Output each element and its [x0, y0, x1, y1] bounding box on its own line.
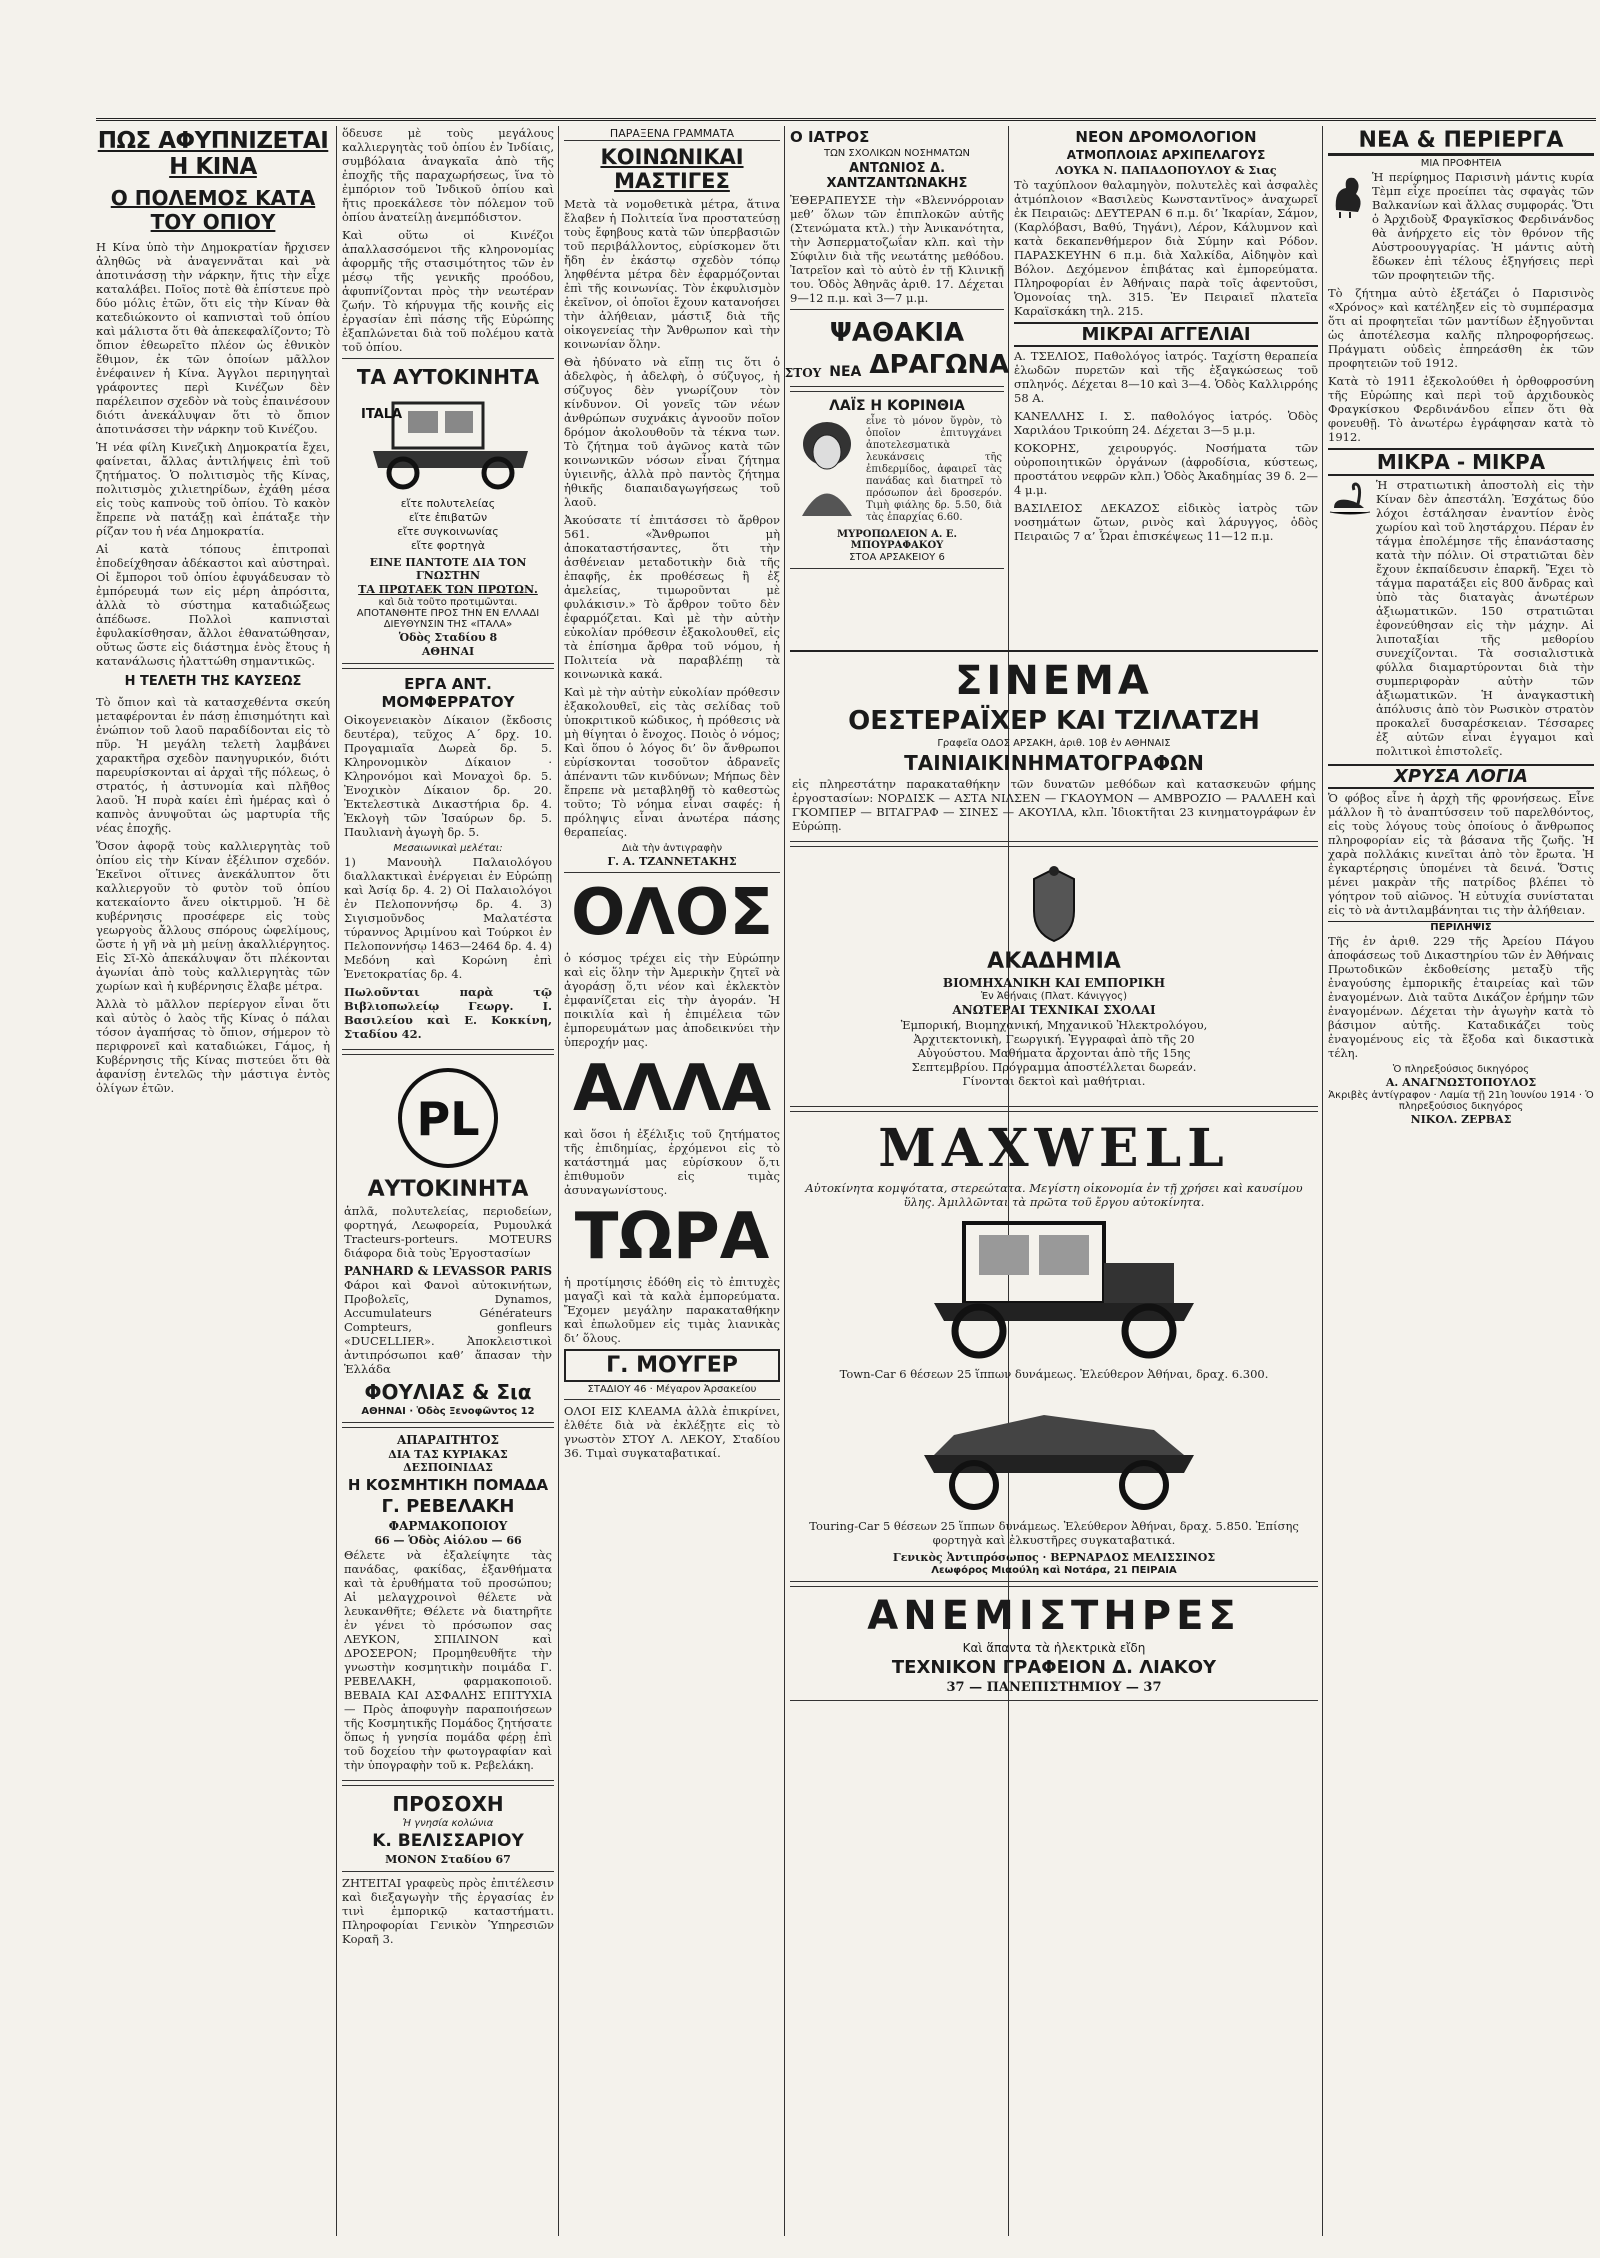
revelakis-ad: [342, 1427, 554, 1781]
ad-brand: PANHARD & LEVASSOR: [344, 1264, 506, 1278]
article-paragraph: Τῆς ἐν ἀριθ. 229 τῆς Ἀρείου Πάγου ἀποφάσεως τοῦ Δικαστηρίου τῶν ἐν Ἀθήναις Πρωτοδικῶν ἐκδοθείσης μεταξὺ τῆς ἐναγούσης ἐμπορικῆς ἑταιρείας καὶ τῶν ἐναγομένων. Διὰ ταῦτα Δικάζον ἐρήμην τῶν ἐναγομένων. Δέχεται τὴν ἀγωγὴν κατὰ τὸ βάσιμον αὐτῆς. Καταδικάζει τοὺς ἐναγομένους εἰς τὰ ἔξοδα καὶ δικαστικὰ τέλη.: [1328, 934, 1594, 1060]
ad-row: [792, 416, 1002, 528]
cinema-text: εἰς πληρεστάτην παρακαταθήκην τῶν δυνατῶν μεθόδων καὶ κατασκευῶν φήμης ἐργοστασίων: ΝΟΡΔΙΣΚ — ΑΣΤΑ ΝΙΛΣΕΝ — ΓΚΑΟΥΜΟΝ — ΑΜΒΡΟΖΙΟ — ΡΑΛΛΕΗ καὶ ΓΚΟΜΠΕΡ — ΒΙΤΑΓΡΑΦ — ΣΙΝΕΣ — ΑΚΟΥΙΛΑ, κλπ. Ἰδιοκτῆται 23 κινηματογράφων ἐν Εὐρώπῃ.: [792, 777, 1316, 833]
article-paragraph: Αἱ κατὰ τόπους ἐπιτροπαὶ ἐποδείχθησαν ἀδέκαστοι καὶ αὐστηραὶ. Οἱ ἔμποροι τοῦ ὀπίου ἐφυγάδευσαν τὸ ἐμπόρευμά των εἰς μέρη ἀπρόσιτα, ἀλλὰ τὸ σύστημα καταδιώξεως ἀπέδωσε. Πολλοὶ καπνισταὶ ἐφυλακίσθησαν, ἄλλοι ἐθανατώθησαν, οὕτως ὥστε εἰς διάστημα ἑνὸς ἔτους ἡ κατανάλωσις ἠλαττώθη σημαντικῶς.: [96, 542, 330, 668]
doctor-sub: ΤΩΝ ΣΧΟΛΙΚΩΝ ΝΟΣΗΜΑΤΩΝ: [824, 148, 970, 159]
ad-subheading: Ἡ γνησία κολώνια: [402, 1818, 494, 1829]
column-5-top: [1014, 126, 1318, 646]
doctor-name: ΑΝΤΩΝΙΟΣ Δ. ΧΑΝΤΖΑΝΤΩΝΑΚΗΣ: [826, 161, 968, 191]
ad-text: Πωλοῦνται παρὰ τῷ Βιβλιοπωλείῳ Γεωργ. Ι. Βασιλείου καὶ Ε. Κοκκίνη, Σταδίου 42.: [344, 985, 552, 1041]
classifieds-title: ΜΙΚΡΑΙ ΑΓΓΕΛΙΑΙ: [1014, 322, 1318, 347]
divider: [564, 1399, 780, 1400]
ad-slogan: ΤΑ ΠΡΩΤΑΕΚ ΤΩΝ ΠΡΩΤΩΝ.: [358, 583, 538, 596]
maxwell-agent: Γενικὸς Ἀντιπρόσωπος · ΒΕΡΝΑΡΔΟΣ ΜΕΛΙΣΣΙΝΟΣ: [892, 1551, 1216, 1564]
ship-title: ΝΕΟΝ ΔΡΟΜΟΛΟΓΙΟΝ: [1075, 128, 1257, 146]
classified-text: ΟΛΟΙ ΕΙΣ ΚΛΕΑΜΑ ἀλλὰ ἐπικρίνει, ἐλθέτε διὰ νὰ ἐκλέξῃτε εἰς τὸ γνωστὸν ΣΤΟΥ Λ. ΛΕΚΟΥ, Σταδίου 36. Τιμαὶ συγκαταβατικαί.: [564, 1404, 780, 1460]
cinema-firm: ΟΕΣΤΕΡΑΪΧΕΡ ΚΑΙ ΤΖΙΛΑΤΖΗ: [848, 706, 1260, 736]
velissariou-ad: [342, 1785, 554, 1872]
ad-line: ΣΤΟΥ: [784, 366, 822, 380]
ad-row: [784, 350, 1010, 380]
article-paragraph: Ὁ φόβος εἶνε ἡ ἀρχὴ τῆς φρονήσεως. Εἶνε μάλλον ἢ τὸ ἀναπτύσσειν τοῦ παρελθόντος, εἰς τοὺς λόγους τοὺς ὁποίους ὁ ἄνθρωπος πληροφορίαν εἰς τὰ βάσανα τῆς ζωῆς. Ἡ χαρὰ πολλάκις κινεῖται ἀπὸ τὸν ἔρωτα. Ἡ ἐγκαρτέρησις ὑπομένει τὰ δεινά. Ὅστις μένει μακρὰν τῆς πατρίδος βλέπει τὸ γόητρον τοῦ αἰῶνος. Ἡ εὐτυχία συνίσταται εἰς τὸ νὰ ἀντιλαμβάνηται τις τὴν ἀλήθειαν.: [1328, 791, 1594, 917]
ad-line: ΝΕΑ: [829, 364, 862, 380]
pl-logo-icon: [393, 1063, 503, 1173]
column-divider: [336, 126, 337, 2236]
section-heading: Η ΤΕΛΕΤΗ ΤΗΣ ΚΑΥΣΕΩΣ: [124, 674, 302, 689]
article-paragraph: Τὸ ὄπιον καὶ τὰ κατασχεθέντα σκεύη μεταφέρονται ἐν πάσῃ ἐπισημότητι καὶ ἐνώπιον τοῦ λαοῦ παραδίδονται εἰς τὸ πῦρ. Ἡ μεγάλη τελετὴ λαμβάνει χαρακτῆρα σχεδὸν πανηγυρικόν, διότι παρευρίσκονται αἱ ἀρχαὶ τῆς πόλεως, ὁ στρατός, ἡ ἀστυνομία καὶ πλῆθος λαοῦ. Ἡ πυρὰ καίει ἐπὶ ἡμέρας καὶ ὁ καπνὸς ἀνυψοῦται ὡς μαρτυρία τῆς νέας ἐποχῆς.: [96, 695, 330, 835]
ad-text: 1) Μανουὴλ Παλαιολόγου διαλλακτικαὶ ἐνέργειαι ἐν Εὐρώπῃ καὶ Ἀσίᾳ δρ. 4. 2) Οἱ Παλαιολόγοι ἐν Πελοποννήσῳ δρ. 4. 3) Σιγισμοῦνδος Μαλατέστα τύραννος Ἀριμίνου καὶ Τούρκοι ἐν Πελοποννήσῳ 1463—2464 δρ. 4. 4) Μεδόνη καὶ Κορώνη ἐπὶ Ἑνετοκρατίας δρ. 4.: [344, 855, 552, 981]
academy-line: Ἐν Ἀθήναις (Πλατ. Κάνιγγος): [981, 991, 1127, 1002]
academy-text: Ἐμπορική, Βιομηχανική, Μηχανικοῦ Ἠλεκτρολόγου, Ἀρχιτεκτονικὴ, Γεωργική. Ἐγγραφαὶ ἀπὸ τῆς 20 Αὐγούστου. Μαθήματα ἄρχονται ἀπὸ τῆς 15ης Σεπτεμβρίου. Πρόγραμμα ἀποστέλλεται δωρεάν. Γίνονται δεκτοὶ καὶ μαθήτριαι.: [900, 1018, 1208, 1088]
crest-icon: [1024, 865, 1084, 945]
ad-subheading: Μεσαιωνικαὶ μελέται:: [393, 843, 503, 854]
column-1: [96, 126, 330, 2236]
section-title: ΝΕΑ & ΠΕΡΙΕΡΓΑ: [1328, 128, 1594, 156]
itala-ad: [342, 358, 554, 664]
ad-title: ΠΡΟΣΟΧΗ: [392, 1792, 504, 1816]
section-title: ΜΙΚΡΑ - ΜΙΚΡΑ: [1328, 448, 1594, 476]
column-divider: [784, 126, 785, 2236]
ad-address: Ὁδὸς Σταδίου 8: [398, 631, 498, 644]
column-divider: [558, 126, 559, 2236]
column-divider: [1322, 126, 1323, 2236]
ad-address: ΜΟΝΟΝ Σταδίου 67: [385, 1853, 511, 1866]
pl-logo-text: PL: [416, 1092, 480, 1146]
ad-brand-city: PARIS: [510, 1264, 552, 1278]
ad-title: ΑΥΤΟΚΙΝΗΤΑ: [367, 1177, 529, 1202]
ad-line: εἴτε συγκοινωνίας: [397, 525, 499, 538]
article-paragraph: Ἀκούσατε τί ἐπιτάσσει τὸ ἄρθρον 561. «Ἄνθρωποι μὴ ἀποκαταστήσαντες, ὅτι τὴν ἀσθένειαν μεταδοτικὴν διὰ τῆς ἐπαφῆς, ἐκ προθέσεως ἢ ἐξ ἀμελείας, τιμωροῦνται μὲ φυλάκισιν.» Τὸ ἄρθρον τοῦτο δὲν ἐφαρμόζεται. Καὶ μὲ τὴν αὐτὴν εὐκολίαν πρόθεσιν ἐξακολουθεῖ, εἰς τὰ ἐπίσημα ἄρθρα τοῦ νόμου, ἡ Πολιτεία νὰ παραβλέπῃ τὰ κοινωνικὰ κακά.: [564, 513, 780, 681]
signature-name: Γ. Α. ΤΖΑΝΝΕΤΑΚΗΣ: [607, 855, 737, 868]
article-paragraph: Ἡ νέα φίλη Κινεζικὴ Δημοκρατία ἔχει, φαίνεται, ἄλλας ἀντιλήψεις ἐπὶ τοῦ ζητήματος. Ὁ πολιτισμὸς τῆς Κίνας, πολιτισμὸς χιλιετηρίδων, ἐχάθη μέσα εἰς τοὺς καπνοὺς τοῦ ὀπίου. Τὸ κακὸν ἔπρεπε νὰ πατάξῃ καὶ ἐπάταξε τὴν ρίζαν του ἡ νέα Δημοκρατία.: [96, 440, 330, 538]
classified-item: ΚΟΚΟΡΗΣ, χειρουργός. Νοσήματα τῶν οὐροποιητικῶν ὀργάνων (ἀφροδίσια, κύστεως, προστάτου νεφρῶν κλπ.) Ὁδὸς Ἀκαδημίας 39 δ. 2—4 μ.μ.: [1014, 441, 1318, 497]
brand-logo: ITALA: [361, 407, 403, 422]
fans-sub: Καὶ ἅπαντα τὰ ἠλεκτρικὰ εἴδη: [962, 1641, 1146, 1655]
column-2: [342, 126, 554, 2236]
academy-line: ΑΝΩΤΕΡΑΙ ΤΕΧΝΙΚΑΙ ΣΧΟΛΑΙ: [952, 1003, 1156, 1017]
cinema-address: Γραφεῖα ΟΔΟΣ ΑΡΣΑΚΗ, ἀριθ. 10β ἐν ΑΘΗΝΑΙΣ: [937, 738, 1171, 749]
town-car-icon: [894, 1213, 1214, 1363]
signature-label: Ἀκριβὲς ἀντίγραφον · Λαμία τῇ 21η Ἰουνίου 1914 · Ὁ πληρεξούσιος δικηγόρος: [1328, 1090, 1594, 1112]
article-row: [1328, 170, 1594, 286]
swan-icon: [1328, 478, 1372, 518]
maxwell-car-info: Town-Car 6 θέσεων 25 ἵππων δυνάμεως. Ἐλεύθερον Ἀθήναι, δραχ. 6.300.: [839, 1367, 1269, 1381]
ad-text: εἶνε τὸ μόνον ὕγρὸν, τὸ ὁποῖον ἐπιτυγχάνει ἀποτελεσματικὰ λευκάνσεις τῆς ἐπιδερμίδος, ἀφαιρεῖ τὰς πανάδας καὶ διατηρεῖ τὸ πρόσωπον ἀεὶ δροσερόν. Τιμὴ φιάλης δρ. 5.50, διὰ τὰς ἐπαρχίας 6.60.: [866, 416, 1002, 523]
article-paragraph: Κατὰ τὸ 1911 ἐξεκολούθει ἡ ὀρθοφροσύνη τῆς Εὐρώπης καὶ περὶ τοῦ ἀρχιδουκὸς Φραγκίσκου Φερδινάνδου εἶπεν ὅτι θὰ φονευθῇ. Τὸ ἀνωτέρω ἐγράφησαν κατὰ τὸ 1912.: [1328, 374, 1594, 444]
ship-firm: ΛΟΥΚΑ Ν. ΠΑΠΑΔΟΠΟΥΛΟΥ & Σιας: [1055, 164, 1277, 177]
classified-text: ΖΗΤΕΙΤΑΙ γραφεὺς πρὸς ἐπιτέλεσιν καὶ διεξαγωγὴν τῆς ἐργασίας ἐν τινὶ ἐμπορικῷ καταστήματι. Πληροφορίαι Γενικὸν Ὑπηρεσιῶν Κοραῆ 3.: [342, 1876, 554, 1946]
ad-line: Γ. ΡΕΒΕΛΑΚΗ: [381, 1496, 515, 1517]
classified-item: ΒΑΣΙΛΕΙΟΣ ΔΕΚΑΖΟΣ εἰδικὸς ἰατρὸς τῶν νοσημάτων ὤτων, ρινὸς καὶ λάρυγγος, ὁδὸς Πειραιῶς 7 α’ Ὧραι ἐπισκέψεως 11—12 π.μ.: [1014, 501, 1318, 543]
ad-line: εἴτε πολυτελείας: [400, 497, 496, 510]
article-paragraph: Μετὰ τὰ νομοθετικὰ μέτρα, ἅτινα ἔλαβεν ἡ Πολιτεία ἵνα προστατεύσῃ τοὺς ἔφηβους κατὰ τῶν ὑπερβασιῶν τοῦ περιβάλλοντος, εὑρίσκομεν ὅτι ἤδη ἐν ἐκάστῳ σχεδὸν τόπῳ ληφθέντα μέτρα δὲν ἐφαρμόζονται ἐπὶ τῆς κοινωνίας. Τὸν ἐκφυλισμὸν ἐκεῖνον, οἱ ὁποῖοι ἔχουν κατανοήσει τὴν ἀλήθειαν, μάστιξ διὰ τῆς οἰκογενείας τὴν Ἄνθρωπον καὶ τὴν κοινωνίαν ὅλην.: [564, 197, 780, 351]
ad-text: ὁ κόσμος τρέχει εἰς τὴν Εὐρώπην καὶ εἰς ὅλην τὴν Ἀμερικὴν ζητεῖ νὰ ἀγοράσῃ ὅ,τι νέον καὶ ἐκλεκτὸν ἐμφανίζεται εἰς τὴν ἀγοράν. Ἡ ποικιλία καὶ ἡ ἐπιμέλεια τῶν ἐμπορευμάτων μας ἀποδεικνύει τὴν ὑπεροχήν μας.: [564, 951, 780, 1049]
cinema-headline: ΤΑΙΝΙΑΙΚΙΝΗΜΑΤΟΓΡΑΦΩΝ: [904, 751, 1204, 775]
firm-address: ΣΤΑΔΙΟΥ 46 · Μέγαρον Ἀρσακείου: [587, 1384, 757, 1395]
big-ad-word: ΟΛΟΣ: [570, 876, 774, 950]
article-paragraph: ὅδευσε μὲ τοὺς μεγάλους καλλιεργητὰς τοῦ ὀπίου ἐν Ἰνδίαις, συμβόλαια ἀναγκαῖα ἀπὸ τῆς ἐποχῆς τῆς παραχωρήσεως, ἵνα τὸ ἐμπόριον τοῦ Ἰνδικοῦ ὀπίου καὶ ἤτις προεκάλεσε τὸν πόλεμον τοῦ ὀπίου ἀνατείλῃ ἀνεμπόδιστον.: [342, 126, 554, 224]
article-paragraph: Η Κίνα ὑπὸ τὴν Δημοκρατίαν ἤρχισεν ἀληθῶς νὰ ἀναγεννᾶται καὶ νὰ ἀποτινάσσῃ τὴν νάρκην, ἥτις τὴν εἶχε καταλάβει. Ποῖος ποτὲ θὰ ἐπίστευε πρὸ δύο μόλις ἐτῶν, ὅτι εἰς τὴν Κίναν θὰ κατεδιώκοντο οἱ καπνισταὶ τοῦ ὀπίου καὶ μάλιστα ὅτι θὰ ἀπεκεφαλίζοντο; Τὸ ὄπιον ἐθεωρεῖτο πλέον ὡς ἐθνικὸν ἔθιμον, ἐκ τῶν ὁποίων μᾶλλον ἐνέφαινεν ἡ Κίνα. Ἀγγλοι περιηγηταὶ γράφοντες περὶ Κινέζων δὲν παρέλειπον σχεδὸν νὰ τοὺς ἐπαινέσουν διότι ἀνεκάλυψαν ὅτι τὸ ὄπιον ἀποτινάσσει τὴν νάρκην τοῦ Κινέζου.: [96, 240, 330, 436]
academy-line: ΒΙΟΜΗΧΑΝΙΚΗ ΚΑΙ ΕΜΠΟΡΙΚΗ: [942, 976, 1166, 990]
fans-firm: ΤΕΧΝΙΚΟΝ ΓΡΑΦΕΙΟΝ Δ. ΛΙΑΚΟΥ: [891, 1657, 1217, 1678]
maxwell-title: MAXWELL: [878, 1118, 1230, 1179]
divider: [564, 872, 780, 873]
ad-title: ΛΑΪΣ Η ΚΟΡΙΝΘΙΑ: [829, 398, 965, 414]
ad-line: εἴτε ἐπιβατῶν: [408, 511, 488, 524]
ad-slogan: ΕΙΝΕ ΠΑΝΤΟΤΕ ΔΙΑ ΤΟΝ ΓΝΩΣΤΗΝ: [369, 556, 527, 582]
ad-name: Κ. ΒΕΛΙΣΣΑΡΙΟΥ: [372, 1831, 524, 1851]
ad-text: ἡ προτίμησις ἐδόθη εἰς τὸ ἐπιτυχὲς μαγαζὶ καὶ τὰ καλὰ ἐμπορεύματα. Ἔχομεν μεγάλην παρακαταθήκην καὶ ἐπωλοῦμεν εἰς τιμὰς λιανικὰς δι’ ὅλους.: [564, 1275, 780, 1345]
article-paragraph: Ἡ περίφημος Παρισινὴ μάντις κυρία Τὲμπ εἶχε προείπει τὰς σφαγὰς τῶν Βαλκανίων καὶ ἄλλας συμφοράς. Ὅτι ὁ Ἀρχιδοὺξ Φραγκῖσκος Φερδινάνδος θὰ ἀνήρχετο εἰς τὸν θρόνον τῆς Αὐστροουγγαρίας. Ἡ μάντις αὐτὴ ἔδωκεν ἐπὶ τέλους ἐξηγήσεις περὶ τῶν προφητειῶν τῆς.: [1372, 170, 1594, 282]
panhard-ad: [342, 1054, 554, 1423]
momferratos-ad: [342, 668, 554, 1050]
maxwell-address: Λεωφόρος Μιαούλη καὶ Νοτάρα, 21 ΠΕΙΡΑΙΑ: [931, 1565, 1177, 1576]
maxwell-text: Αὐτοκίνητα κομψότατα, στερεώτατα. Μεγίστη οἰκονομία ἐν τῇ χρήσει καὶ καυσίμου ὕλης. Ἀμιλλῶνται τὰ πρῶτα τοῦ ἔργου αὐτοκίνητα.: [805, 1181, 1303, 1209]
ad-shop: ΜΥΡΟΠΩΛΕΙΟΝ Α. Ε. ΜΠΟΥΡΑΦΑΚΟΥ: [837, 529, 957, 551]
sub-headline: Ο ΠΟΛΕΜΟΣ ΚΑΤΑ ΤΟΥ ΟΠΙΟΥ: [110, 186, 316, 234]
ad-line: ΔΙΑ ΤΑΣ ΚΥΡΙΑΚΑΣ ΔΕΣΠΟΙΝΙΔΑΣ: [388, 1448, 508, 1474]
ad-line: ΦΑΡΜΑΚΟΠΟΙΟΥ: [388, 1519, 508, 1533]
ad-text: Οἰκογενειακὸν Δίκαιον (ἔκδοσις δευτέρα), τεῦχος Α΄ δρχ. 10. Προγαμιαῖα Δωρεὰ δρ. 5. Κληρονομικὸν Δίκαιον · Κληρονόμοι καὶ Μοναχοὶ δρ. 5. Ἐνοχικὸν Δίκαιον δρ. 20. Ἐκτελεστικὰ Δικαστήρια δρ. 4. Ἐκλογὴ τῶν Ἰσαύρων δρ. 5. Παυλιανὴ ἀγωγὴ δρ. 5.: [344, 713, 552, 839]
ad-line: Η ΚΟΣΜΗΤΙΚΗ ΠΟΜΑΔΑ: [347, 1476, 549, 1494]
maxwell-car-info: Touring-Car 5 θέσεων 25 ἵππων δυνάμεως. Ἐλεύθερον Ἀθήναι, δραχ. 5.850. Ἐπίσης φορτηγὰ καὶ ἐλκυστῆρες συγκαταβατικά.: [809, 1519, 1299, 1547]
ad-text: Θέλετε νὰ ἐξαλείψητε τὰς πανάδας, φακίδας, ἐξανθήματα καὶ τὰ ἐρυθήματα τοῦ προσώπου; Αἱ μελαγχροινοὶ θέλετε νὰ λευκανθῆτε; Θέλετε νὰ διατηρῆτε ἐν γένει τὸ πρόσωπον σας ΛΕΥΚΟΝ, ΣΠΙΛΙΝΟΝ καὶ ΔΡΟΣΕΡΟΝ; Προμηθευθῆτε τὴν γνωστὴν κοσμητικὴν ποιμάδα Γ. ΡΕΒΕΛΑΚΗ, φαρμακοποιοῦ. ΒΕΒΑΙΑ ΚΑΙ ΑΣΦΑΛΗΣ ΕΠΙΤΥΧΙΑ — Πρὸς ἀποφυγὴν παραποιήσεων τῆς Κοσμητικῆς Πομάδος ζητήσατε ὅπως ἡ γνησία πομάδα φέρῃ ἐπὶ τοῦ δοχείου τὴν φωτογραφίαν καὶ τὴν ὑπογραφὴν τοῦ κ. Ρεβελάκη.: [344, 1548, 552, 1772]
section-title: ΧΡΥΣΑ ΛΟΓΙΑ: [1328, 764, 1594, 789]
woman-portrait-icon: [792, 416, 862, 516]
newspaper-page: [96, 118, 1596, 2238]
academy-title: ΑΚΑΔΗΜΙΑ: [987, 949, 1121, 974]
section-title: ΠΕΡΙΛΗΨΙΣ: [1328, 921, 1594, 933]
column-4-top: [784, 126, 1010, 646]
article-row: [1328, 478, 1594, 762]
section-label: ΠΑΡΑΞΕΝΑ ΓΡΑΜΜΑΤΑ: [564, 127, 780, 141]
ship-text: Τὸ ταχύπλοον θαλαμηγὸν, πολυτελὲς καὶ ἀσφαλὲς ἀτμόπλοιον «Βασιλεὺς Κωνσταντῖνος» ἀναχωρεῖ ἐκ Πειραιῶς: ΔΕΥΤΕΡΑΝ 6 π.μ. δι’ Ἰκαρίαν, Σάμον, (Καρλόβασι, Βαθύ, Τηγάνι), Λέρον, Κάλυμνον καὶ κατὰ δεκαπενθήμερον διὰ Σύμην καὶ Ρόδον. ΠΑΡΑΣΚΕΥΗΝ 6 π.μ. διὰ Χαλκίδα, Αἰδηψὸν καὶ Βόλον. Δεχόμενον ἐπιβάτας καὶ ἐμπορεύματα. Πληροφορίαι ἐν Ἀθήναις παρὰ τοῖς ἀφεντοῦσι, Ὁμονοίας τηλ. 315. Ἐν Πειραιεῖ πλατεῖα Καραϊσκάκη τηλ. 215.: [1014, 178, 1318, 318]
lais-ad: [790, 391, 1004, 569]
article-paragraph: Ἡ στρατιωτικὴ ἀποστολὴ εἰς τὴν Κίναν δὲν ἀπεστάλη. Ἐσχάτως δύο λόχοι ἐστάλησαν ἐναντίον ἐνὸς χωρίου καὶ τοῦ ληστάρχου. Πέραν ἐν τάγμα ἐπολέμησε τῆς ἐπανάστασης κατὰ τὴν πόλιν. Οἱ στρατιῶται δὲν ἔχουν ἐκπαίδευσιν ἐπαρκῆ. Ἔχει τὸ τάγμα παρατάξει εἰς 800 ἄνδρας καὶ ὑπὸ τὰς διαταγὰς ἀνωτέρων ἀξιωματικῶν. 150 στρατιῶται ἐφονεύθησαν εἰς τὴν μάχην. Αἱ λιποταξίαι τῆς μεθορίου συνεχίζονται. Τὰ σοσιαλιστικὰ φύλλα διαμαρτύρονται διὰ τὴν συμπεριφορὰν αὐτὴν τῶν ἀξιωματικῶν. Ἡ ἀναγκαστικὴ ἀπόλυσις ἀπὸ τὸν Ρωσικὸν στρατὸν προκαλεῖ δυσαρέσκειαν. Τέσσαρες ἐξ αὐτῶν εἶναι ἐγγαμοι καὶ πολιτικοὶ ἐπιστολεῖς.: [1376, 478, 1594, 758]
ad-text: Φάροι καὶ Φανοὶ αὐτοκινήτων, Προβολεῖς, Dynamos, Accumulateurs Générateurs Compteurs, gonfleurs «DUCELLIER». Ἀποκλειστικοὶ ἀντιπρόσωποι καθ’ ἅπασαν τὴν Ἑλλάδα: [344, 1278, 552, 1376]
car-illustration-icon: [353, 393, 543, 493]
maxwell-ad: [790, 1111, 1318, 1582]
article-title: ΚΟΙΝΩΝΙΚΑΙ ΜΑΣΤΙΓΕΣ: [600, 145, 744, 193]
article-paragraph: Θὰ ἠδύνατο νὰ εἴπῃ τις ὅτι ὁ ἀδελφὸς, ἡ ἀδελφὴ, ὁ σύζυγος, ἡ σύζυγος δὲν γνωρίζουν τὸν κίνδυνον. Οἱ γονεῖς τῶν νέων ἀνθρώπων συχνάκις ἀγνοοῦν ποῖον δρόμον ἀκολουθοῦν τὰ τέκνα των. Τὸ ζήτημα τοῦ ἀγῶνος κατὰ τῶν κοινωνικῶν νόσων εἶναι ζήτημα ὑγιεινῆς, ἀλλὰ πρὸ παντὸς ζήτημα ἠθικῆς διαπαιδαγωγήσεως τοῦ λαοῦ.: [564, 355, 780, 509]
signature-name: ΝΙΚΟΛ. ΖΕΡΒΑΣ: [1410, 1113, 1512, 1126]
classified-item: Α. ΤΣΕΛΙΟΣ, Παθολόγος ἰατρός. Ταχίστη θεραπεία ἑλωδῶν πυρετῶν καὶ τῆς ἐξαγκώσεως τοῦ σπληνός. Δέχεται 8—10 καὶ 3—4. Ὁδὸς Καλλιρρόης 58 Α.: [1014, 349, 1318, 405]
ad-title: ΕΡΓΑ ΑΝΤ. ΜΟΜΦΕΡΡΑΤΟΥ: [381, 675, 515, 711]
ad-line: ΑΠΑΡΑΙΤΗΤΟΣ: [396, 1433, 500, 1447]
ad-line: εἴτε φορτηγὰ: [410, 539, 486, 552]
signature-label: Ὁ πληρεξούσιος δικηγόρος: [1392, 1064, 1530, 1075]
column-6: [1328, 126, 1594, 2236]
fans-title: ΑΝΕΜΙΣΤΗΡΕΣ: [867, 1593, 1241, 1639]
ad-line: 66 — Ὁδὸς Αἰόλου — 66: [374, 1534, 522, 1547]
big-ad-word: ΤΩΡΑ: [574, 1200, 770, 1274]
ad-text: καὶ διὰ τοῦτο προτιμῶνται. ΑΠΟΤΑΝΘΗΤΕ ΠΡΟΣ ΤΗΝ ΕΝ ΕΛΛΑΔΙ ΔΙΕΥΘΥΝΣΙΝ ΤΗΣ «ΙΤΑΛΑ»: [356, 597, 540, 630]
column-3: [564, 126, 780, 2236]
cinema-ad: [790, 650, 1318, 842]
doctor-text: ἘΘΕΡΑΠΕΥΣΕ τὴν «Βλεννόρροιαν μεθ’ ὅλων τῶν ἐπιπλοκῶν αὐτῆς (Στενώματα κτλ.) τὴν Ἀνικανότητα, τὴν Ἀσπερματοζωΐαν κλπ. καὶ τὴν Σύφιλιν διὰ τῆς νεωτάτης μεθόδου. Ἰατρεῖον καὶ τὸ αὐτὸ ἐν τῇ Κλινικῇ του. Ὁδὸς Ἀθηνᾶς ἀριθ. 17. Δέχεται 9—12 π.μ. καὶ 3—7 μ.μ.: [790, 193, 1004, 305]
wide-ad-area: [790, 646, 1318, 2236]
article-title: ΜΙΑ ΠΡΟΦΗΤΕΙΑ: [1420, 158, 1502, 169]
article-paragraph: Ἀλλὰ τὸ μᾶλλον περίεργον εἶναι ὅτι καὶ αὐτὸς ὁ λαὸς τῆς Κίνας ὁ πάλαι τόσον ἀγαπήσας τὸ ὄπιον, σήμερον τὸ περιφρονεῖ καὶ καταδιώκει, Γάμος, ἡ Κυβέρνησις τῆς Κίνας πιστεύει ὅτι θὰ ἀφανίσῃ ἐντελῶς τὴν μάστιγα ἐντὸς ὀλίγων ἐτῶν.: [96, 997, 330, 1095]
top-rule: [96, 118, 1596, 121]
firm-name: Γ. ΜΟΥΓΕΡ: [564, 1349, 780, 1382]
rooster-icon: [1328, 170, 1368, 220]
main-headline: ΠΩΣ ΑΦΥΠΝΙΖΕΤΑΙ Η ΚΙΝΑ: [97, 128, 329, 180]
fans-address: 37 — ΠΑΝΕΠΙΣΤΗΜΙΟΥ — 37: [946, 1680, 1162, 1695]
ad-address: ΣΤΟΑ ΑΡΣΑΚΕΙΟΥ 6: [849, 552, 945, 563]
ad-city: ΑΘΗΝΑΙ: [421, 645, 475, 658]
ad-text: ἁπλᾶ, πολυτελείας, περιοδείων, φορτηγά, Λεωφορεία, Ρυμουλκά Tracteurs-porteurs. MOTEURS διάφορα διὰ τοὺς Ἐργοστασίων: [344, 1204, 552, 1260]
signature-name: Α. ΑΝΑΓΝΩΣΤΟΠΟΥΛΟΣ: [1385, 1076, 1537, 1089]
ship-sub: ΑΤΜΟΠΛΟΙΑΣ ΑΡΧΙΠΕΛΑΓΟΥΣ: [1066, 148, 1266, 162]
ad-firm: ΦΟΥΛΙΑΣ & Σια: [364, 1380, 532, 1404]
ad-text: καὶ ὅσοι ἡ ἐξέλιξις τοῦ ζητήματος τῆς ἐπιδημίας, ἐρχόμενοι εἰς τὸ κατάστημά μας εὑρίσκουν ὅ,τι ἐπιθυμοῦν εἰς τιμὰς ἀσυναγωνίστους.: [564, 1127, 780, 1197]
big-ad-word: ΑΛΛΑ: [572, 1052, 772, 1126]
article-paragraph: Ὅσον ἀφορᾷ τοὺς καλλιεργητὰς τοῦ ὀπίου εἰς τὴν Κίναν ἐξέλιπον σχεδόν. Ἐκεῖνοι οἵτινες ἀνεκάλυπτον ὅτι καλλιεργοῦν τὸ φυτὸν τοῦ ὀπίου κατεκαίοντο ἄνευ οἰκτιρμοῦ. Ἡ δὲ κυβέρνησις προσέφερε εἰς τοὺς γεωργοὺς ἄλλους σπόρους ὠφελίμους, ὥστε ἡ γῆ νὰ μὴ μείνῃ ἀκαλλιέργητος. Εἰς Σῖ-Χὸ ἀπεκάλυψαν ὅτι πλέκονται ἀγωνίαι ἀπὸ τοὺς καλλιεργητὰς τῶν χωρίων καὶ ἡ κυβέρνησις ἔλαβε μέτρα.: [96, 839, 330, 993]
touring-car-icon: [894, 1385, 1214, 1515]
academy-ad: [790, 846, 1318, 1107]
cinema-title: ΣΙΝΕΜΑ: [955, 658, 1153, 704]
article-paragraph: Καὶ οὕτω οἱ Κινέζοι ἀπαλλασσόμενοι τῆς κληρονομίας ἀφορμῆς τῆς στασιμότητος τῶν ἐν μέσῳ τῆς γενικῆς προόδου, ἀφυπνίζονται πρὸς τὴν νεωτέραν ζωήν. Τὸ κήρυγμα τῆς κοινῆς εἰς ἐργασίαν ἐπὶ πάσης τῆς Εὐρώπης ἐξαπλώνεται διὰ τοῦ πολέμου κατὰ τοῦ ὀπίου.: [342, 228, 554, 354]
doctor-title: Ο ΙΑΤΡΟΣ: [790, 128, 870, 146]
article-paragraph: Τὸ ζήτημα αὐτὸ ἐξετάζει ὁ Παρισινὸς «Χρόνος» καὶ κατέληξεν εἰς τὸ συμπέρασμα ὅτι αἱ προφητεῖαι τῶν μαντίδων ἐξηγοῦνται ὡς ἀποτέλεσμα καλῆς πληροφορήσεως. Πράγματι οὐδεὶς ἐπηρεάσθη ἐκ τῶν προφητειῶν τοῦ 1912.: [1328, 286, 1594, 370]
signature-label: Διὰ τὴν ἀντιγραφὴν: [621, 843, 723, 854]
fans-ad: [790, 1586, 1318, 1701]
ad-line: ΨΑΘΑΚΙΑ: [829, 318, 965, 348]
classified-item: ΚΑΝΕΛΛΗΣ Ι. Σ. παθολόγος ἰατρός. Ὁδὸς Χαριλάου Τρικούπη 24. Δέχεται 3—5 μ.μ.: [1014, 409, 1318, 437]
ad-title: ΤΑ ΑΥΤΟΚΙΝΗΤΑ: [356, 365, 540, 389]
psathakia-ad: [784, 309, 1010, 387]
article-paragraph: Καὶ μὲ τὴν αὐτὴν εὐκολίαν πρόθεσιν ἐξακολουθεῖ, εἰς τὰς σελίδας τοῦ ὑποκριτικοῦ κώδικος, ἡ πρόθεσις νὰ μὴ θίγηται ὁ ἔνοχος. Ποιὸς ὁ νόμος; Καὶ ὅπου ὁ λόγος δι’ ὃν ἄνθρωποι εὑρίσκονται τοσοῦτον ἀδρανεῖς ἀπέναντι τῶν κινδύνων; Μήπως δὲν ἔπρεπε νὰ μεταβληθῇ τὸ καθεστὼς τοῦτο; Τὸ νόημα εἶναι σαφές: ἡ πρόληψις εἶναι ἀνωτέρα πάσης θεραπείας.: [564, 685, 780, 839]
ad-address: ΑΘΗΝΑΙ · Ὁδὸς Ξενοφῶντος 12: [361, 1406, 535, 1417]
ad-line: ΔΡΑΓΩΝΑ: [869, 350, 1010, 380]
ad-brand-row: [344, 1264, 552, 1278]
